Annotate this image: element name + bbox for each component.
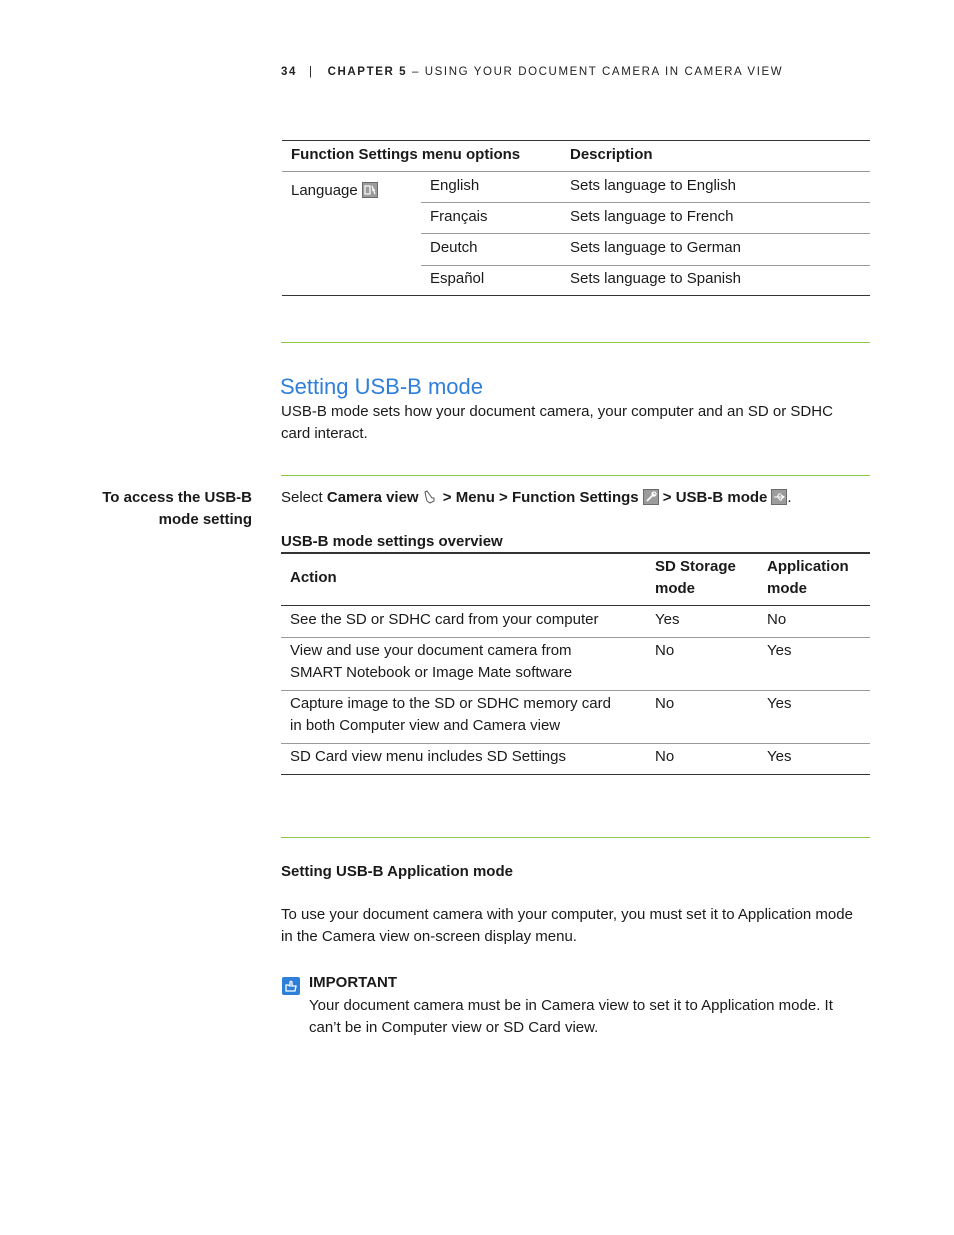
header-action: Action — [290, 569, 337, 586]
access-step — [281, 487, 792, 509]
table-row-option: English — [430, 177, 480, 194]
row-rule — [421, 233, 870, 234]
important-label: IMPORTANT — [309, 974, 398, 991]
table-row-action — [290, 640, 572, 684]
table-row-sd: No — [655, 695, 675, 712]
table-top-rule — [282, 140, 870, 141]
table-row-app: No — [767, 611, 787, 628]
section-divider — [281, 837, 870, 838]
header-rule — [281, 605, 870, 606]
language-icon — [362, 182, 378, 198]
table-row-sd: No — [655, 748, 675, 765]
usb-mode-label: > USB-B mode — [662, 489, 768, 506]
section-heading: Setting USB-B mode — [280, 374, 483, 399]
table-row-option: Deutch — [430, 239, 478, 256]
table-top-rule — [281, 552, 870, 554]
table-row-app: Yes — [767, 642, 792, 659]
table-row-app: Yes — [767, 695, 792, 712]
row-action-line-1: Capture image to the SD or SDHC memory card — [290, 695, 611, 712]
chapter-title: – USING YOUR DOCUMENT CAMERA IN CAMERA VIEW — [411, 66, 784, 78]
camera-view-icon — [421, 489, 437, 505]
table-row-description: Sets language to German — [570, 239, 741, 256]
table-caption: USB-B mode settings overview — [281, 533, 503, 550]
table-row-description: Sets language to Spanish — [570, 270, 741, 287]
paragraph-line-2: in the Camera view on-screen display menu. — [281, 928, 577, 945]
header-sd-storage — [655, 556, 736, 600]
header-app-line-2: mode — [767, 580, 808, 597]
row-action-line-1: View and use your document camera from — [290, 642, 572, 659]
page-number: 34 — [281, 66, 297, 78]
table-header-rule — [282, 171, 870, 172]
table-row-action: SD Card view menu includes SD Settings — [290, 748, 566, 765]
table-header-description: Description — [570, 146, 653, 163]
running-header — [281, 66, 783, 78]
header-sd-line-1: SD Storage — [655, 558, 736, 575]
important-line-2: can’t be in Computer view or SD Card view. — [309, 1019, 599, 1036]
section-divider — [281, 342, 870, 343]
row-rule — [421, 265, 870, 266]
important-hand-icon — [282, 977, 300, 995]
table-header-options: Function Settings menu options — [291, 146, 521, 163]
procedure-divider — [281, 475, 870, 476]
table-row-action — [290, 693, 611, 737]
side-label-line-2: mode setting — [158, 511, 252, 528]
camera-view-label: Camera view — [326, 489, 419, 506]
table-row-description: Sets language to English — [570, 177, 736, 194]
paragraph-line-1: To use your document camera with your computer, you must set it to Application mode — [281, 906, 853, 923]
row-rule — [281, 743, 870, 744]
row-rule — [421, 202, 870, 203]
table-row-option: Español — [430, 270, 485, 287]
table-bottom-rule — [282, 295, 870, 296]
table-row-sd: Yes — [655, 611, 680, 628]
table-row-action: See the SD or SDHC card from your computer — [290, 611, 599, 628]
row-rule — [281, 637, 870, 638]
menu-path-label: > Menu > Function Settings — [442, 489, 639, 506]
side-label-line-1: To access the USB-B — [102, 489, 252, 506]
chapter-label: CHAPTER 5 — [327, 66, 408, 78]
procedure-side-label — [102, 487, 252, 531]
language-group-label — [291, 180, 378, 202]
subsection-heading: Setting USB-B Application mode — [281, 863, 513, 880]
table-row-app: Yes — [767, 748, 792, 765]
row-action-line-2: in both Computer view and Camera view — [290, 717, 561, 734]
row-rule — [281, 690, 870, 691]
select-word: Select — [281, 489, 323, 506]
header-separator: | — [309, 66, 314, 78]
intro-line-2: card interact. — [281, 425, 368, 442]
table-row-description: Sets language to French — [570, 208, 734, 225]
row-action-line-2: SMART Notebook or Image Mate software — [290, 664, 573, 681]
usb-icon — [771, 489, 787, 505]
table-row-sd: No — [655, 642, 675, 659]
table-row-option: Français — [430, 208, 488, 225]
table-bottom-rule — [281, 774, 870, 775]
step-period: . — [787, 489, 792, 506]
function-settings-icon — [643, 489, 659, 505]
intro-line-1: USB-B mode sets how your document camera, your computer and an SD or SDHC — [281, 403, 833, 420]
header-app-line-1: Application — [767, 558, 849, 575]
header-sd-line-2: mode — [655, 580, 696, 597]
language-label: Language — [291, 182, 358, 199]
header-application — [767, 556, 849, 600]
important-line-1: Your document camera must be in Camera view to set it to Application mode. It — [309, 997, 833, 1014]
